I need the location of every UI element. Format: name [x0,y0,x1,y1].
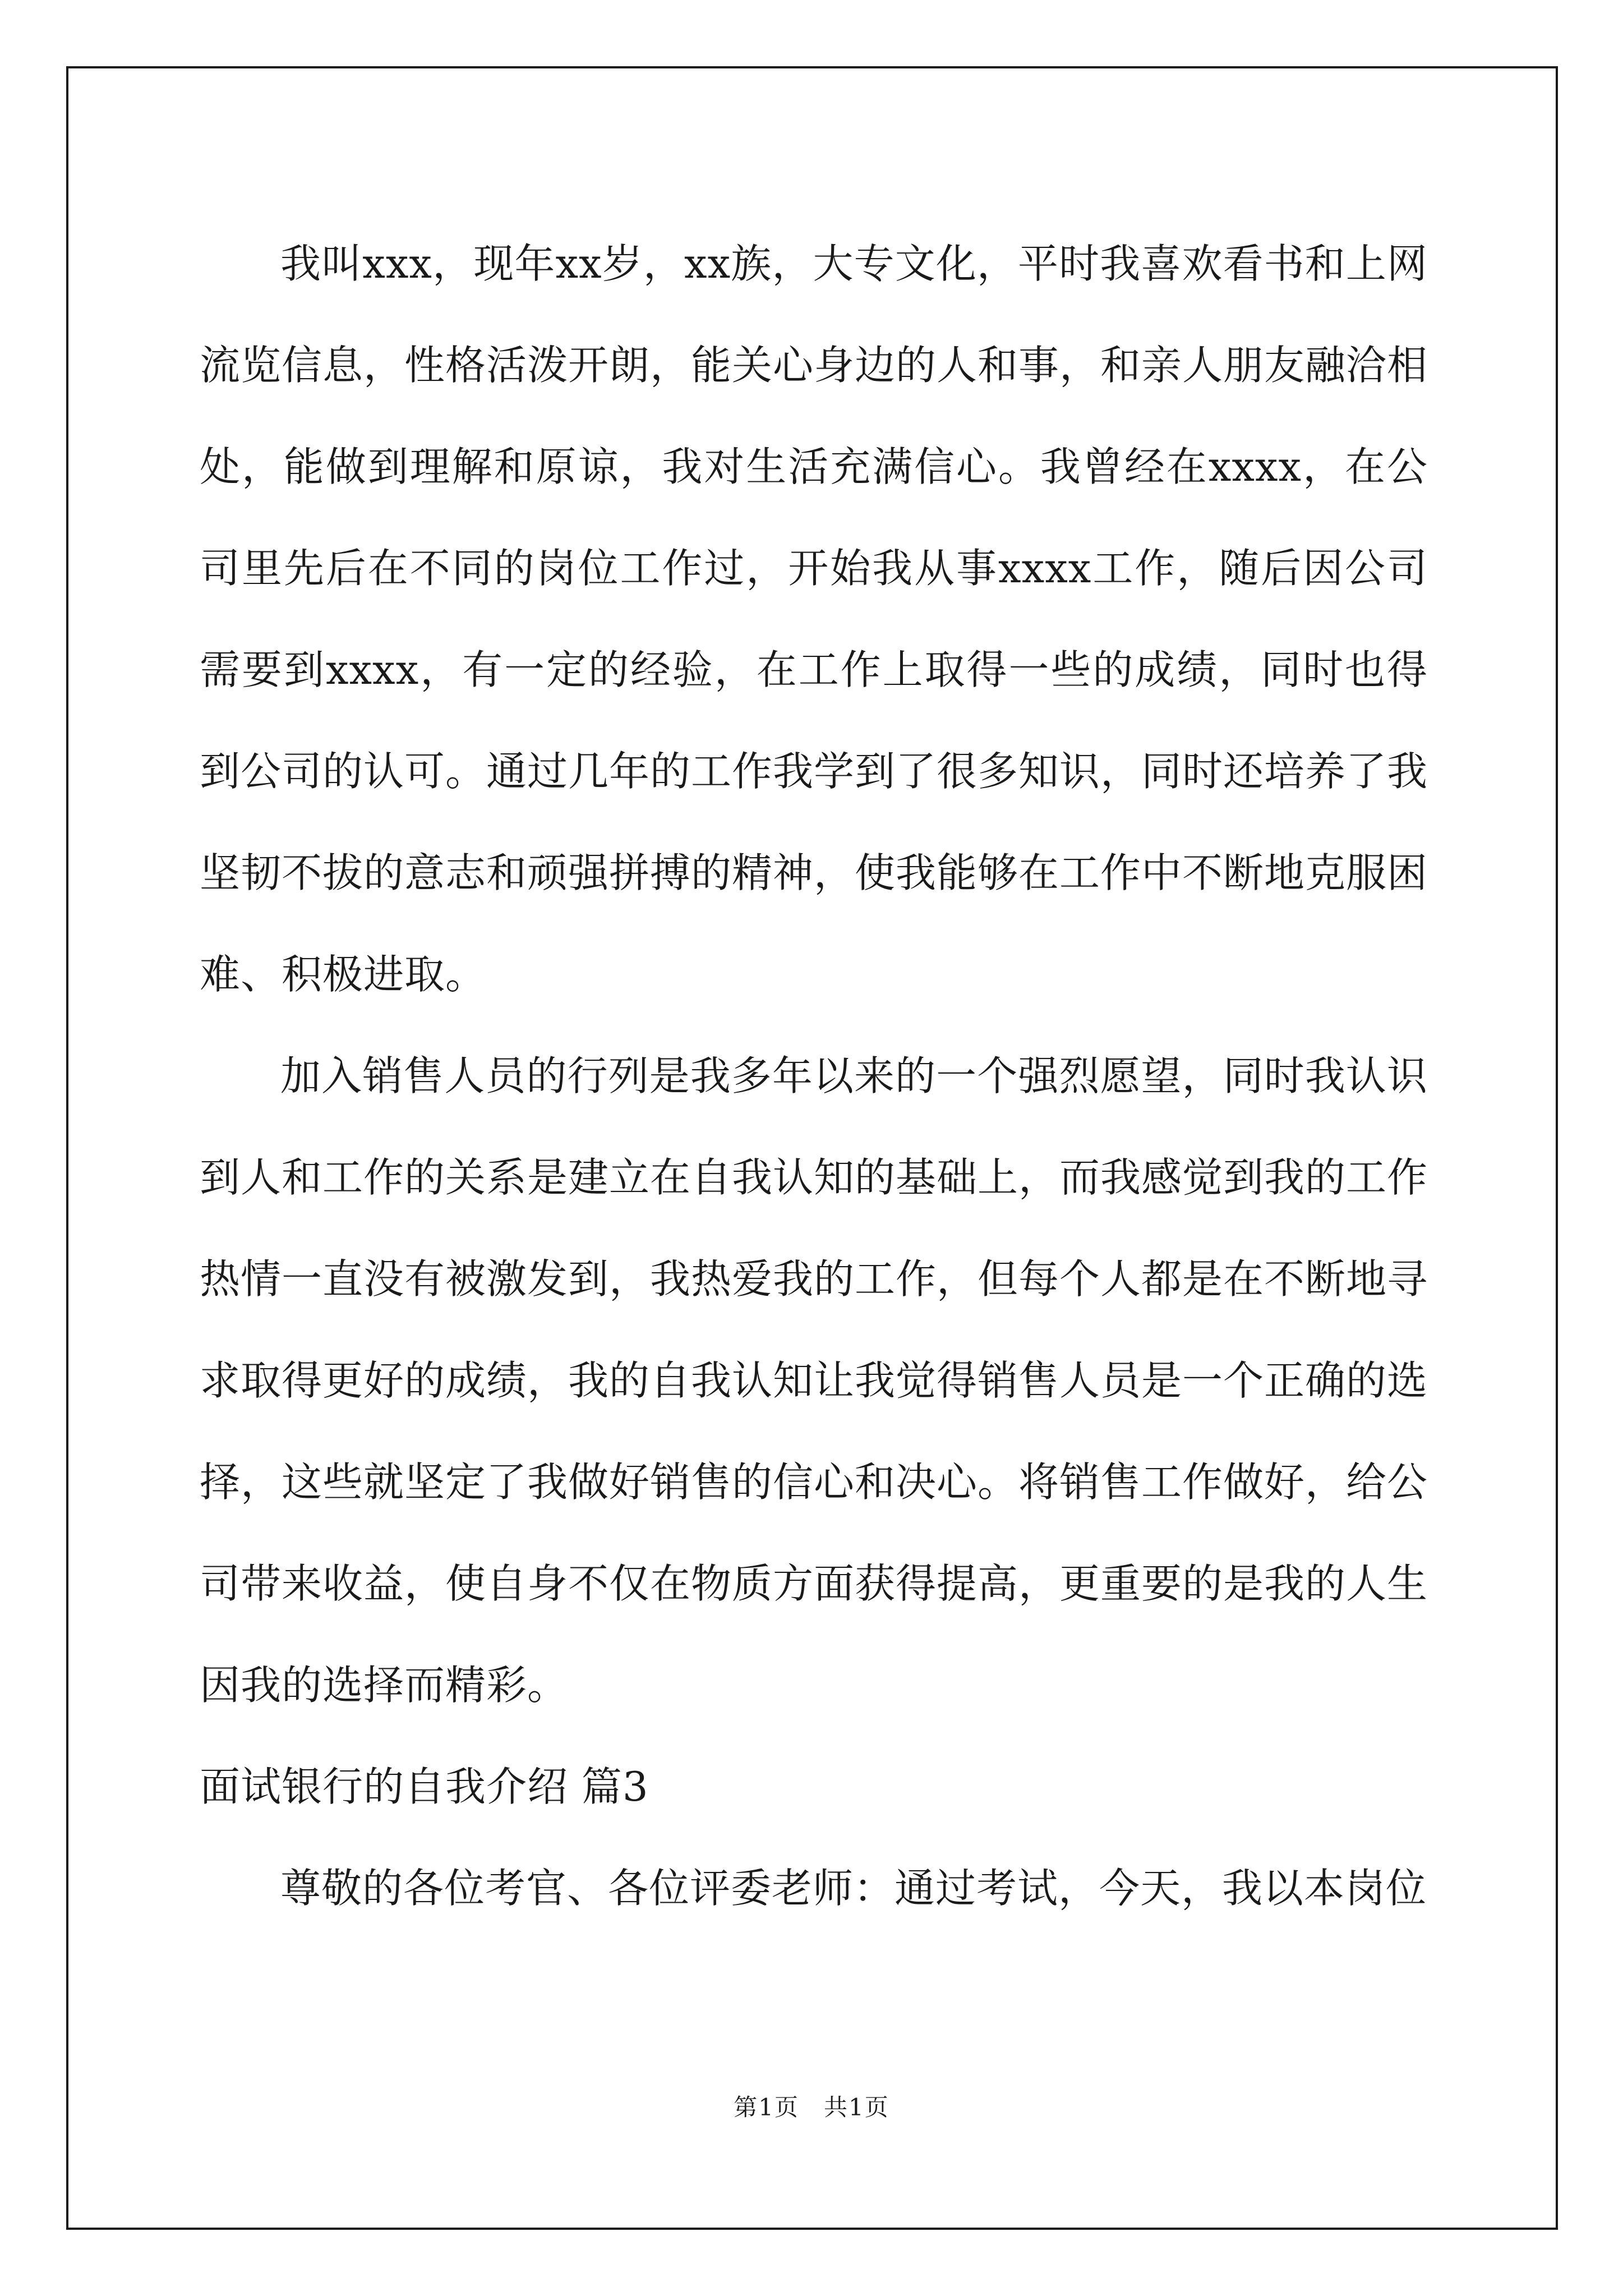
paragraph-greeting: 尊敬的各位考官、各位评委老师：通过考试，今天，我以本岗位 [280,1865,1427,1912]
page-footer: 第1页 共1页 [734,2093,889,2121]
paragraph-self-intro: 我叫xxx，现年xx岁，xx族，大专文化，平时我喜欢看书和上网流览信息，性格活泼开朗，能关心身边的人和事，和亲人朋友融洽相处，能做到理解和原谅，我对生活充满信心。我曾经在xxxx，在公司里先后在不同的岗位工作过，开始我从事xxxx工作，随后因公司需要到xxxx，有一定的经验，在工作上取得一些的成绩，同时也得到公司的认可。通过几年的工作我学到了很多知识，同时还培养了我坚韧不拔的意志和顽强拼搏的精神，使我能够在工作中不断地克服困难、积极进取。 [200,240,1428,998]
document-body [200,213,1428,1939]
paragraph-sales-motivation: 加入销售人员的行列是我多年以来的一个强烈愿望，同时我认识到人和工作的关系是建立在自我认知的基础上，而我感觉到我的工作热情一直没有被激发到，我热爱我的工作，但每个人都是在不断地寻求取得更好的成绩，我的自我认知让我觉得销售人员是一个正确的选择，这些就坚定了我做好销售的信心和决心。将销售工作做好，给公司带来收益，使自身不仅在物质方面获得提高，更重要的是我的人生因我的选择而精彩。 [200,1052,1428,1709]
section-heading: 面试银行的自我介绍 篇3 [200,1763,649,1810]
